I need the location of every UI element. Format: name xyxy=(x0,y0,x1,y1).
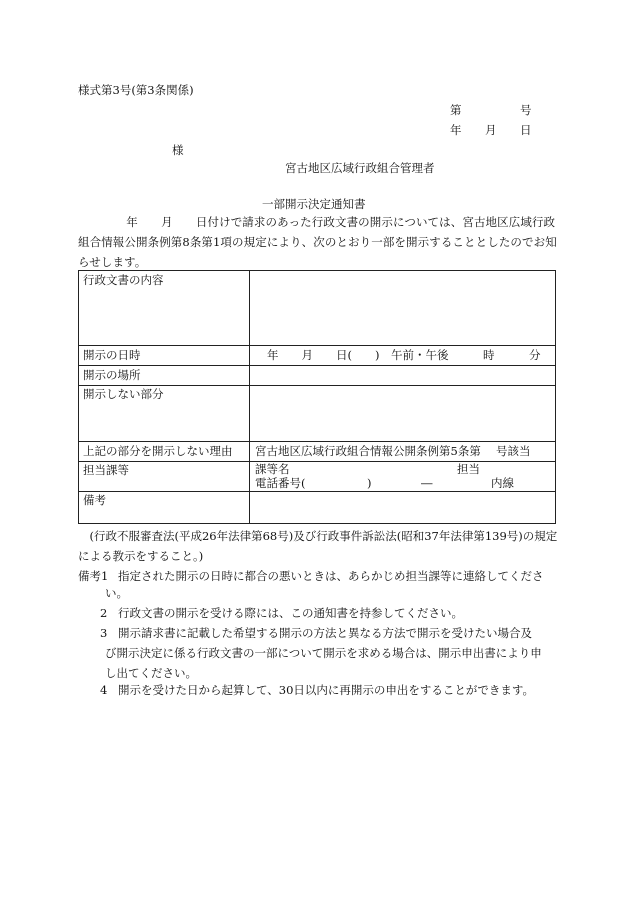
label-nondisclosure-reason: 上記の部分を開示しない理由 xyxy=(83,444,233,458)
table-row-divider xyxy=(79,345,555,346)
staff-label: 担当 xyxy=(457,462,480,476)
phone-dash: ― xyxy=(421,476,433,490)
notes-prefix: 備考1 xyxy=(78,569,109,583)
department-name-label: 課等名 xyxy=(255,462,290,476)
table-row-divider xyxy=(79,491,555,492)
label-department: 担当課等 xyxy=(83,463,129,477)
appeal-instruction: (行政不服審査法(平成26年法律第68号)及び行政事件訴訟法(昭和37年法律第139号)の規定による教示をすること。) xyxy=(78,529,558,563)
label-disclosure-place: 開示の場所 xyxy=(83,368,141,382)
note-3-number: 3 xyxy=(100,626,108,640)
label-document-content: 行政文書の内容 xyxy=(83,273,164,287)
disclosure-table xyxy=(78,270,556,524)
reference-go: 号 xyxy=(520,103,532,117)
value-disclosure-datetime: 年 月 日( ) 午前・午後 時 分 xyxy=(267,348,541,362)
note-3-line-1: 開示請求書に記載した希望する開示の方法と異なる方法で開示を受けたい場合及 xyxy=(118,626,532,640)
note-1-line-1: 指定された開示の日時に都合の悪いときは、あらかじめ担当課等に連絡してくださ xyxy=(118,569,544,583)
intro-paragraph: 年 月 日付けで請求のあった行政文書の開示については、宮古地区広域行政組合情報公開条例第8条第1項の規定により、次のとおり一部を開示することとしたのでお知らせします。 xyxy=(78,215,557,269)
table-column-divider xyxy=(249,271,250,523)
note-2-number: 2 xyxy=(100,606,108,620)
addressee-honorific: 様 xyxy=(172,143,184,157)
date-year: 年 xyxy=(450,123,462,137)
date-month: 月 xyxy=(485,123,497,137)
label-remarks: 備考 xyxy=(83,493,106,507)
date-day: 日 xyxy=(520,123,532,137)
note-3-line-3: し出てください。 xyxy=(105,666,197,680)
label-undisclosed-part: 開示しない部分 xyxy=(83,387,164,401)
document-title: 一部開示決定通知書 xyxy=(262,197,366,211)
reference-dai: 第 xyxy=(450,103,462,117)
table-row-divider xyxy=(79,461,555,462)
note-2-text: 行政文書の開示を受ける際には、この通知書を持参してください。 xyxy=(118,606,463,620)
label-disclosure-datetime: 開示の日時 xyxy=(83,348,141,362)
note-3-line-2: び開示決定に係る行政文書の一部について開示を求める場合は、開示申出書により申 xyxy=(105,646,542,660)
issuer-name: 宮古地区広域行政組合管理者 xyxy=(285,161,435,175)
phone-close-paren: ) xyxy=(367,476,372,490)
phone-number-label: 電話番号( xyxy=(255,476,306,490)
note-4-text: 開示を受けた日から起算して、30日以内に再開示の申出をすることができます。 xyxy=(118,683,534,697)
note-4-number: 4 xyxy=(100,683,108,697)
note-1-line-2: い。 xyxy=(105,586,128,600)
extension-label: 内線 xyxy=(491,476,514,490)
table-row-divider xyxy=(79,385,555,386)
table-row-divider xyxy=(79,365,555,366)
value-nondisclosure-reason: 宮古地区広域行政組合情報公開条例第5条第 号該当 xyxy=(255,444,531,458)
table-row-divider xyxy=(79,441,555,442)
form-number: 様式第3号(第3条関係) xyxy=(78,83,194,97)
